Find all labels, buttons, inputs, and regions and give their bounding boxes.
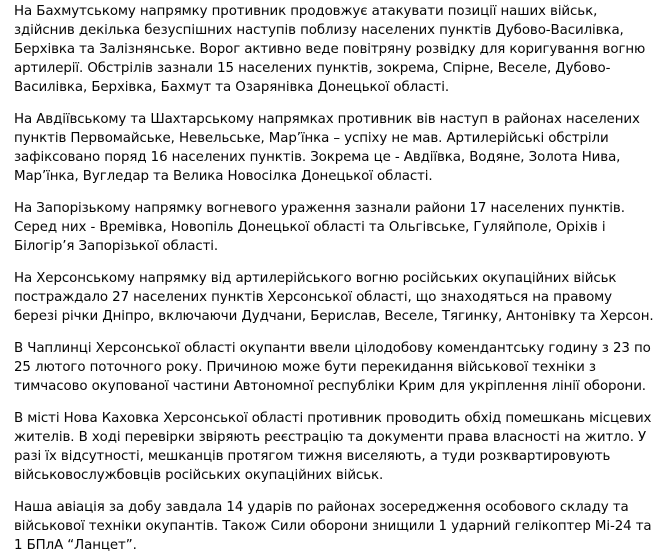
paragraph-aviation: Наша авіація за добу завдала 14 ударів по районах зосередження особового складу та військової техніки окупантів. Також Сили оборони знищили 1 ударний гелікоптер Мі-24 та 1 БПлА “Ланцет”. [14, 500, 652, 553]
paragraph-nova-kakhovka: В місті Нова Каховка Херсонської області противник проводить обхід помешкань місцевих жителів. В ході перевірки звіряють реєстрацію та документи права власності на житло. У разі їх відсутності, мешканців протягом тижня виселяють, а туди розквартировують військовослужбовців російських окупаційних військ. [14, 411, 652, 483]
paragraph-zaporizhzhia: На Запорізькому напрямку вогневого ураження зазнали райони 17 населених пунктів. Серед них - Времівка, Новопіль Донецької області та Ольгівське, Гуляйполе, Оріхів і Білогір’я Запорізької області. [14, 201, 625, 254]
paragraph-kherson: На Херсонському напрямку від артилерійського вогню російських окупаційних військ постраждало 27 населених пунктів Херсонської області, що знаходяться на правому березі річки Дніпро, включаючи Дудчани, Берислав, Веселе, Тягинку, Антонівку та Херсон. [14, 271, 654, 324]
paragraph-avdiivka-shakhtarsk: На Авдіївському та Шахтарському напрямках противник вів наступ в районах населених пунктів Первомайське, Невельське, Мар’їнка – успіху не мав. Артилерійські обстріли зафіксовано поряд 16 населених пунктів. Зокрема це - Авдіївка, Водяне, Золота Нива, Мар’їнка, Вугледар та Велика Новосілка Донецької області. [14, 112, 640, 184]
paragraph-chaplynka: В Чаплинці Херсонської області окупанти ввели цілодобову комендантську годину з 23 по 25 лютого поточного року. Причиною може бути перекидання військової техніки з тимчасово окупованої частини Автономної республіки Крим для укріплення лінії оборони. [14, 341, 651, 394]
paragraph-bakhmut: На Бахмутському напрямку противник продовжує атакувати позиції наших військ, здійснив декілька безуспішних наступів поблизу населених пунктів Дубово-Василівка, Берхівка та Залізнянське. Ворог активно веде повітряну розвідку для коригування вогню артилерії. Обстрілів зазнали 15 населених пунктів, зокрема, Спірне, Веселе, Дубово-Василівка, Берхівка, Бахмут та Озарянівка Донецької області. [14, 4, 646, 95]
